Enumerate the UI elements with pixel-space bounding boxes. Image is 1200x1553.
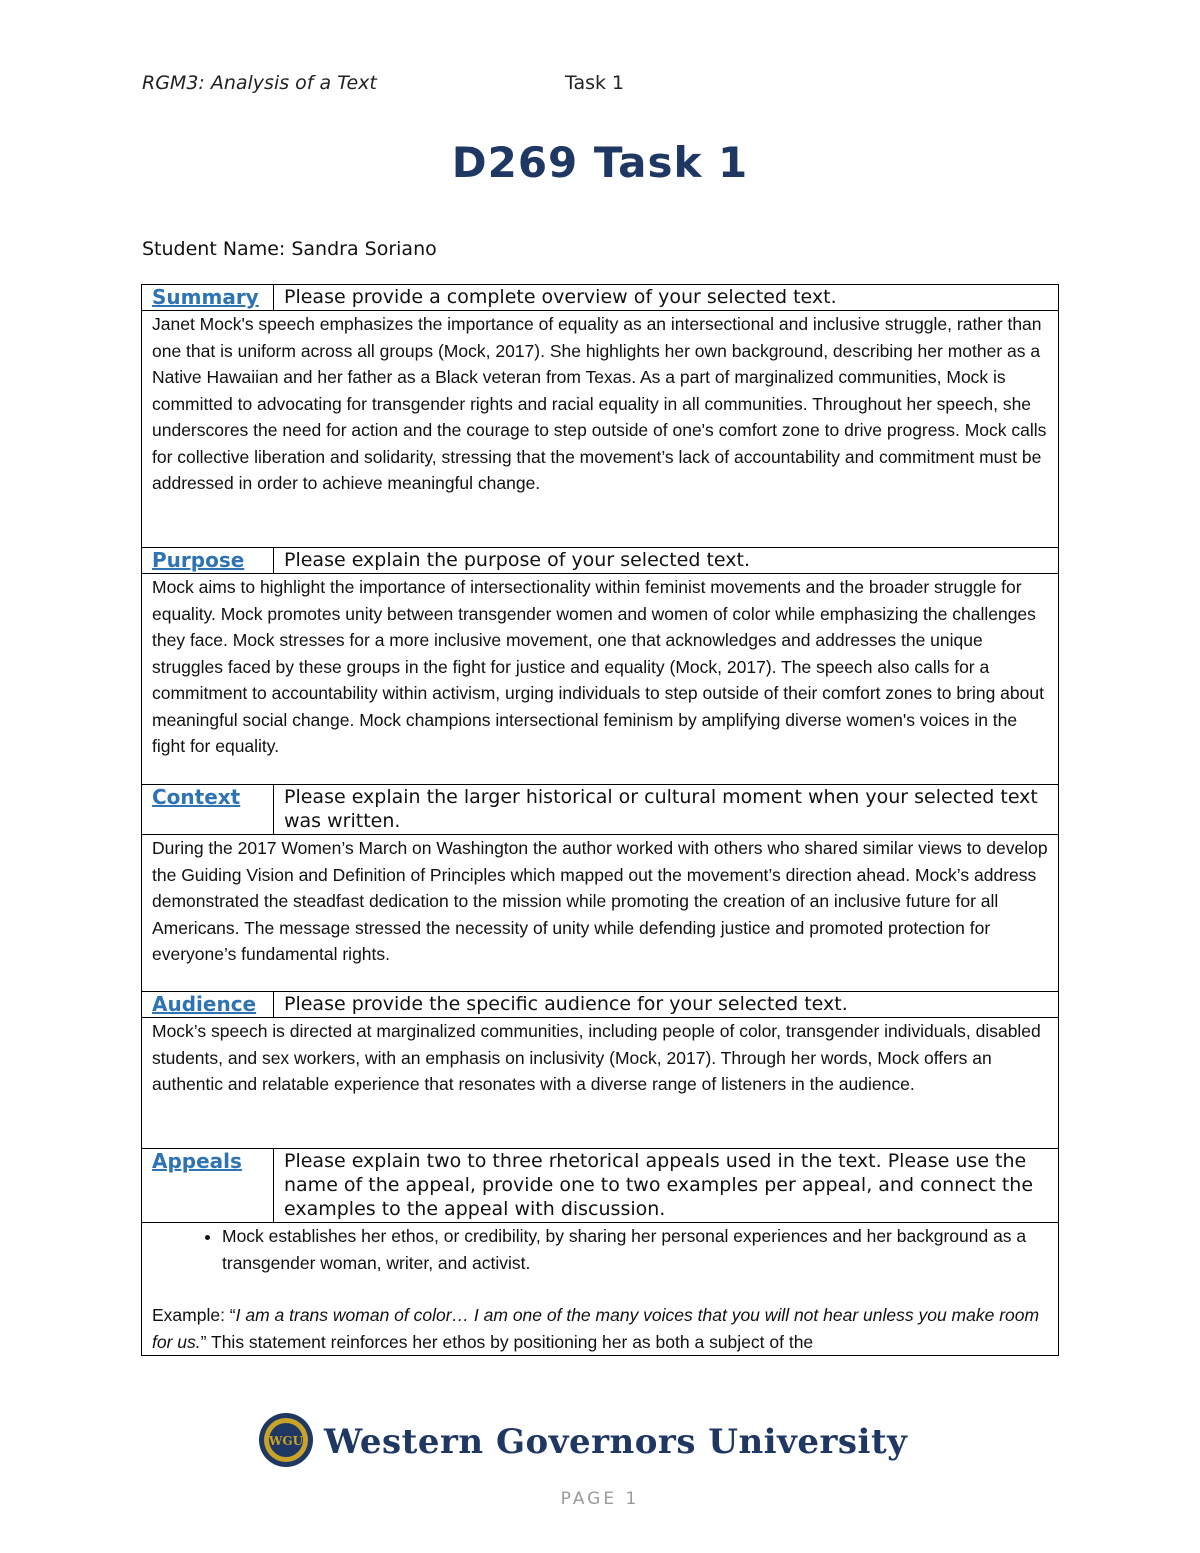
purpose-label[interactable]: Purpose <box>152 548 245 572</box>
appeals-example <box>152 1302 1048 1355</box>
audience-header-row <box>142 992 1059 1018</box>
audience-answer: Mock’s speech is directed at marginalized communities, including people of color, transgender individuals, disabled students, and sex workers, with an emphasis on inclusivity (Mock, 2017). Through her words, Mock offers an authentic and relatable experience that resonates with a diverse range of listeners in the audience. <box>152 1021 1041 1094</box>
audience-answer-row <box>142 1018 1059 1149</box>
appeals-bullet-ethos: • Mock establishes her ethos, or credibility, by sharing her personal experiences and her background as a transgender woman, writer, and activist. <box>222 1223 1048 1276</box>
header-task: Task 1 <box>565 72 625 94</box>
appeals-answer-row <box>142 1223 1059 1356</box>
appeals-example-label: Example: “ <box>152 1305 236 1325</box>
context-answer: During the 2017 Women’s March on Washington the author worked with others who shared similar views to develop the Guiding Vision and Definition of Principles which mapped out the movement’s direction ahead. Mock’s address demonstrated the steadfast dedication to the mission while promoting the creation of an inclusive future for all Americans. The message stressed the necessity of unity while defending justice and promoted protection for everyone’s fundamental rights. <box>152 838 1048 964</box>
document-title: D269 Task 1 <box>451 138 749 187</box>
student-name-value: Sandra Soriano <box>291 238 437 260</box>
analysis-table <box>141 284 1059 1356</box>
appeals-list <box>152 1223 1048 1276</box>
context-label[interactable]: Context <box>152 785 241 809</box>
audience-label[interactable]: Audience <box>152 992 257 1016</box>
purpose-header-row <box>142 548 1059 574</box>
page-header <box>0 72 1200 98</box>
appeals-example-quote: I am a trans woman of color… I am one of the many voices that you will not hear unless you make room for us. <box>152 1305 1040 1352</box>
appeals-header-row <box>142 1149 1059 1223</box>
header-course: RGM3: Analysis of a Text <box>142 72 377 94</box>
context-prompt: Please explain the larger historical or cultural moment when your selected text was written. <box>284 786 1038 832</box>
appeals-label[interactable]: Appeals <box>152 1149 242 1173</box>
appeals-example-rest: ” This statement reinforces her ethos by positioning her as both a subject of the <box>200 1331 814 1352</box>
purpose-prompt: Please explain the purpose of your selected text. <box>284 549 750 571</box>
purpose-answer: Mock aims to highlight the importance of intersectionality within feminist movements and the broader struggle for equality. Mock promotes unity between transgender women and women of color while emphasizing the challenges they face. Mock stresses for a more inclusive movement, one that acknowledges and addresses the unique struggles faced by these groups in the fight for justice and equality (Mock, 2017). The speech also calls for a commitment to accountability within activism, urging individuals to step outside of their comfort zones to bring about meaningful social change. Mock champions intersectional feminism by amplifying diverse women's voices in the fight for equality. <box>152 577 1044 756</box>
student-name-label: Student Name: <box>142 238 286 260</box>
summary-label[interactable]: Summary <box>152 285 259 309</box>
summary-prompt: Please provide a complete overview of your selected text. <box>284 286 837 308</box>
wgu-logo <box>258 1412 918 1470</box>
wgu-wordmark: Western Governors University <box>324 1422 908 1462</box>
context-answer-row <box>142 835 1059 992</box>
purpose-answer-row <box>142 574 1059 785</box>
summary-answer-row <box>142 311 1059 548</box>
summary-answer: Janet Mock's speech emphasizes the importance of equality as an intersectional and inclusive struggle, rather than one that is uniform across all groups (Mock, 2017). She highlights her own background, describing her mother as a Native Hawaiian and her father as a Black veteran from Texas. As a part of marginalized communities, Mock is committed to advocating for transgender rights and racial equality in all communities. Throughout her speech, she underscores the need for action and the courage to step outside of one's comfort zone to drive progress. Mock calls for collective liberation and solidarity, stressing that the movement’s lack of accountability and commitment must be addressed in order to achieve meaningful change. <box>152 314 1047 493</box>
wgu-seal-text: WGU <box>268 1434 304 1448</box>
wgu-seal-icon <box>258 1412 314 1468</box>
page-number: PAGE 1 <box>560 1489 640 1509</box>
summary-header-row <box>142 285 1059 311</box>
appeals-prompt: Please explain two to three rhetorical appeals used in the text. Please use the name of the appeal, provide one to two examples per appeal, and connect the examples to the appeal with discussion. <box>284 1150 1034 1220</box>
student-name-line <box>142 238 437 260</box>
audience-prompt: Please provide the specific audience for your selected text. <box>284 993 848 1015</box>
context-header-row <box>142 785 1059 835</box>
